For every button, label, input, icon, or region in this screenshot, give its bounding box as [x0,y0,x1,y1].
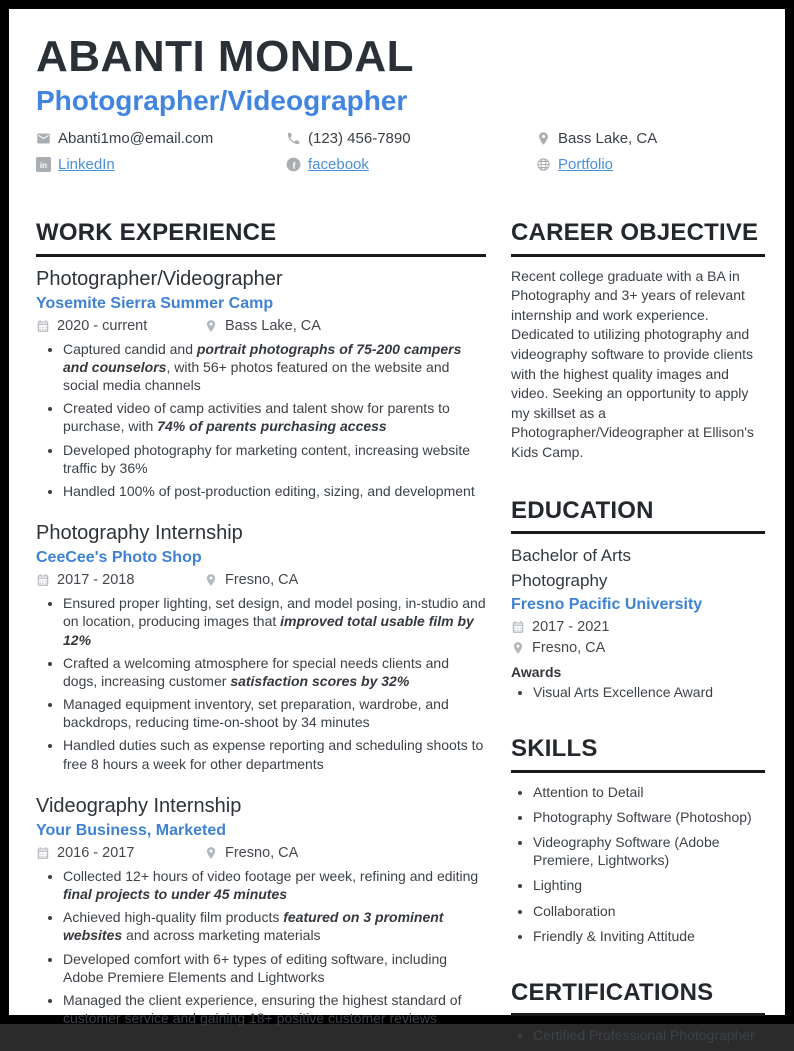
linkedin-icon [36,157,51,172]
education-field: Photography [511,570,608,590]
list-item: • Lighting [533,876,765,894]
section-heading-career-objective: CAREER OBJECTIVE [511,219,765,256]
job-location: Fresno, CA [204,572,298,588]
bullet-item: • Managed equipment inventory, set preparation, wardrobe, and backdrops, reducing time-on-shoot by 34 minutes [63,695,486,731]
bullet-item: • Ensured proper lighting, set design, and model posing, in-studio and on location, producing images that improved total usable film by 12% [63,594,486,649]
job-meta [36,318,486,334]
job-bullet-list [36,867,486,1028]
location-pin-icon [204,846,218,860]
contact-portfolio [536,156,765,173]
calendar-icon [36,319,50,333]
svg-text:in: in [39,161,48,171]
resume-body [36,219,765,1051]
certifications-list [511,1026,765,1044]
phone-text: (123) 456-7890 [308,130,411,148]
calendar-icon [36,573,50,587]
portfolio-link[interactable]: Portfolio [558,156,614,174]
job-title: Photographer/Videographer [36,267,283,290]
bullet-item: • Created video of camp activities and talent show for parents to purchase, with 74% of parents purchasing access [63,399,486,435]
contact-linkedin [36,156,286,173]
section-heading-education: EDUCATION [511,497,765,534]
bullet-item: • Handled 100% of post-production editing, sizing, and development [63,482,486,500]
job-meta [36,845,486,861]
email-text: Abanti1mo@email.com [58,130,214,148]
section-certifications [511,979,765,1045]
job-entry [36,267,486,501]
bullet-item: • Crafted a welcoming atmosphere for special needs clients and dogs, increasing customer satisfaction scores by 32% [63,654,486,690]
bullet-item: • Captured candid and portrait photographs of 75-200 campers and counselors, with 56+ photos featured on the website and social media channels [63,340,486,395]
bullet-item: • Collected 12+ hours of video footage per week, refining and editing final projects to under 45 minutes [63,867,486,903]
job-entry [36,794,486,1028]
job-title: Photography Internship [36,522,243,545]
job-bullet-list [36,594,486,773]
list-item: • Attention to Detail [533,783,765,801]
location-pin-icon [204,319,218,333]
linkedin-link[interactable]: LinkedIn [58,156,115,174]
job-company: Your Business, Marketed [36,821,226,839]
section-education [511,497,765,702]
bullet-item: • Achieved high-quality film products featured on 3 prominent websites and across marketing materials [63,908,486,944]
list-item: • Videography Software (Adobe Premiere, Lightworks) [533,833,765,869]
phone-icon [286,131,301,146]
education-location: Fresno, CA [511,640,765,656]
job-dates: 2017 - 2018 [36,572,204,588]
bullet-item: • Developed comfort with 6+ types of editing software, including Adobe Premiere Elements and Lightworks [63,950,486,986]
job-location: Fresno, CA [204,845,298,861]
job-company: CeeCee's Photo Shop [36,549,202,567]
list-item: • Certified Professional Photographer [533,1026,765,1044]
section-heading-skills: SKILLS [511,735,765,772]
right-column [511,219,765,1051]
section-skills [511,735,765,945]
resume-header [36,33,765,173]
awards-label: Awards [511,664,562,681]
section-career-objective [511,219,765,462]
awards-list [511,683,765,701]
facebook-link[interactable]: facebook [308,156,369,174]
bullet-item: • Handled duties such as expense reporting and scheduling shoots to free 8 hours a week for other departments [63,736,486,772]
svg-text:f: f [292,161,296,172]
objective-text: Recent college graduate with a BA in Photography and 3+ years of relevant internship and work experience. Dedicated to utilizing photography and videography software to provide clients with the highest quality images and video. Seeking an opportunity to apply my skillset as a Photographer/Videographer at Ellison's Kids Camp. [511,267,754,460]
person-name: ABANTI MONDAL [36,32,415,81]
education-school: Fresno Pacific University [511,596,703,614]
job-dates: 2016 - 2017 [36,845,204,861]
left-column [36,219,486,1051]
globe-icon [536,157,551,172]
job-entry [36,521,486,773]
section-heading-certifications: CERTIFICATIONS [511,979,765,1016]
list-item: • Collaboration [533,902,765,920]
bullet-item: • Managed the client experience, ensuring the highest standard of customer service and gaining 18+ positive customer reviews [63,991,486,1027]
list-item: • Photography Software (Photoshop) [533,808,765,826]
facebook-icon [286,157,301,172]
location-text: Bass Lake, CA [558,130,658,148]
skills-list [511,783,765,945]
contact-phone [286,130,536,147]
contact-facebook [286,156,536,173]
job-meta [36,572,486,588]
bullet-item: • Developed photography for marketing content, increasing website traffic by 36% [63,441,486,477]
calendar-icon [36,846,50,860]
contact-email [36,130,286,147]
location-pin-icon [204,573,218,587]
calendar-icon [511,620,525,634]
list-item: • Visual Arts Excellence Award [533,683,765,701]
job-dates: 2020 - current [36,318,204,334]
job-location: Bass Lake, CA [204,318,321,334]
job-bullet-list [36,340,486,501]
person-title: Photographer/Videographer [36,84,408,116]
contact-info [36,130,765,173]
location-pin-icon [511,641,525,655]
job-title: Videography Internship [36,794,242,817]
job-company: Yosemite Sierra Summer Camp [36,294,274,312]
location-pin-icon [536,131,551,146]
list-item: • Friendly & Inviting Attitude [533,927,765,945]
education-degree: Bachelor of Arts [511,545,632,565]
education-dates: 2017 - 2021 [511,619,765,635]
section-heading-work-experience: WORK EXPERIENCE [36,219,486,256]
email-icon [36,131,51,146]
contact-location [536,130,765,147]
